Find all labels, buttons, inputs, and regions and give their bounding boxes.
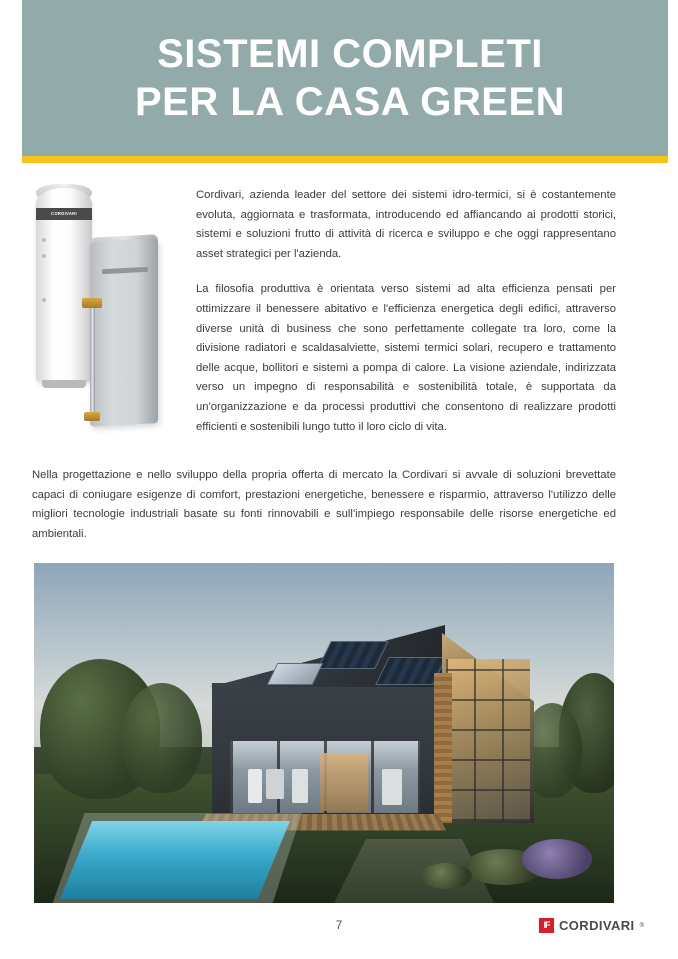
swimming-pool bbox=[60, 821, 290, 899]
tank-brand-label: CORDIVARI bbox=[51, 211, 77, 216]
lavender-bed bbox=[522, 839, 592, 879]
indoor-unit-2 bbox=[266, 769, 284, 799]
glass-mullion-grid bbox=[446, 659, 530, 821]
paragraph-3: Nella progettazione e nello sviluppo della propria offerta di mercato la Cordivari si avvale di soluzioni brevettate capaci di coniugare esigenze di comfort, prestazioni energetiche, benessere e risparmio, attraverso l'utilizzo delle migliori tecnologie industriali basate su fonti rinnovabili e sull'impiego responsabile delle risorse energetiche ed ambientali. bbox=[32, 469, 616, 540]
page-title bbox=[135, 30, 565, 126]
tank-port-3 bbox=[42, 298, 46, 302]
brand-trademark-icon: ® bbox=[639, 922, 644, 929]
tank-port-2 bbox=[42, 254, 46, 258]
brand-mark-icon: IF bbox=[539, 918, 554, 933]
left-margin bbox=[0, 0, 22, 959]
brand-logo bbox=[539, 918, 644, 933]
brass-valve-lower bbox=[84, 412, 100, 421]
page-number: 7 bbox=[335, 920, 343, 932]
page-title-line-1: SISTEMI COMPLETI bbox=[157, 32, 543, 76]
brass-valve-upper bbox=[82, 298, 102, 308]
right-margin bbox=[668, 0, 678, 959]
page-title-line-2: PER LA CASA GREEN bbox=[134, 80, 566, 124]
house-photo bbox=[34, 563, 614, 903]
indoor-unit-4 bbox=[382, 769, 402, 805]
indoor-unit-1 bbox=[248, 769, 262, 803]
product-photo bbox=[24, 180, 189, 460]
tree-left-2 bbox=[122, 683, 202, 793]
header-yellow-rule bbox=[22, 156, 678, 163]
shrub-2 bbox=[420, 863, 472, 889]
page-header-band bbox=[22, 0, 678, 156]
intro-text-column bbox=[196, 186, 616, 437]
paragraph-1: Cordivari, azienda leader del settore dei sistemi idro-termici, si è costantemente evoluta, aggiornata e trasformata, introducendo ed affiancando ai prodotti storici, sistemi e soluzioni frutto di attività di ricerca e sviluppo e che oggi rappresentano asset strategici per l'azienda. bbox=[196, 189, 616, 260]
interior-warm-light bbox=[320, 753, 368, 811]
full-width-text bbox=[32, 466, 616, 544]
connection-pipe bbox=[90, 306, 95, 418]
brand-name: CORDIVARI bbox=[558, 918, 635, 933]
tank-port-1 bbox=[42, 238, 46, 242]
paragraph-2: La filosofia produttiva è orientata verso sistemi ad alta efficienza pensati per ottimizzare il benessere abitativo e l'efficienza energetica degli edifici, attraverso diverse unità di business che sono perfettamente collegate tra loro, come la divisione radiatori e scaldasalviette, sistemi termici solari, recupero e trattamento delle acque, bollitori e sistemi a pompa di calore. La visione aziendale, indirizzata verso un impegno di responsabilità e sostenibilità totale, è supportata da un'organizzazione e da processi produttivi che consentono di realizzare prodotti efficienti e sostenibili lungo tutto il loro ciclo di vita. bbox=[196, 283, 616, 433]
indoor-unit-3 bbox=[292, 769, 308, 803]
tank-base bbox=[42, 380, 86, 388]
wood-cladding bbox=[434, 673, 452, 823]
